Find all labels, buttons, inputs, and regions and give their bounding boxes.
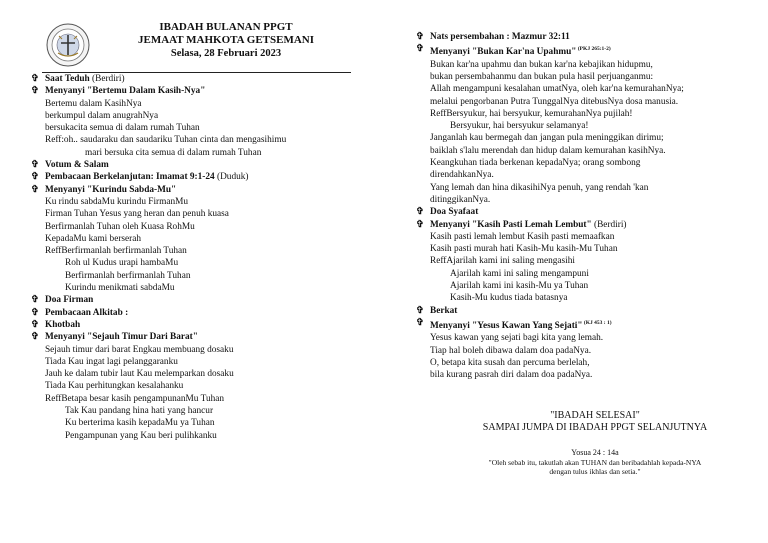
lyric-line: Firman Tuhan Yesus yang heran dan penuh kuasa [45,209,229,220]
lyric-line: Bertemu dalam KasihNya [45,98,142,109]
lyric-line: Roh ul Kudus urapi hambaMu [65,258,179,269]
section-title: Menyanyi "Bertemu Dalam Kasih-Nya" [45,86,206,97]
section-note: (Berdiri) [591,219,627,230]
lyric-line: Kasih pasti lemah lembut Kasih pasti memaafkan [430,231,615,242]
lyric-line: Berfirmanlah berfirmanlah Tuhan [65,270,191,281]
lyric-line: ReffBersyukur, hai bersyukur, kemurahanNya pujilah! [430,108,633,119]
section-title: Pembacaan Berkelanjutan: Imamat 9:1-24 [45,172,215,183]
section-title: Saat Teduh [45,74,90,84]
lyric-line: Pengampunan yang Kau beri pulihkanku [65,430,217,441]
lyric-line: Keangkuhan tiada berkenan kepadaNya; orang sombong [430,158,641,169]
lyric-line: KepadaMu kami berserah [45,233,142,244]
ppgt-logo-icon [46,23,90,67]
section-heading [31,294,361,306]
section-title: Pembacaan Alkitab : [45,307,129,318]
cross-icon: ✞ [31,86,39,97]
service-date: Selasa, 28 Februari 2023 [170,48,282,59]
cross-icon: ✞ [416,305,424,316]
lyric-line: mari bersuka cita semua di dalam rumah Tuhan [85,147,262,158]
lyric-line: Berfirmanlah Tuhan oleh Kuasa RohMu [45,221,195,232]
lyric-line: O, betapa kita susah dan percuma berlelah, [430,357,590,368]
hymn-reference: (PKJ 265:1-2) [576,46,611,53]
section-heading [31,159,361,171]
section-title: Menyanyi "Bukan Kar'na Upahmu" [430,47,577,58]
cross-icon: ✞ [31,172,39,183]
lyric-line: ReffAjarilah kami ini saling mengasihi [430,256,575,267]
lyric-line: berkumpul dalam anugrahNya [45,110,159,121]
section-heading [416,206,756,218]
verse-text-2: dengan tulus ikhlas dan setia." [549,467,641,476]
lyric-line: Ajarilah kami ini kasih-Mu ya Tuhan [450,281,589,292]
section-title: Berkat [430,305,458,316]
section-title: Doa Firman [45,295,94,306]
verse-reference: Yosua 24 : 14a [571,448,619,457]
section-title: Menyanyi "Sejauh Timur Dari Barat" [45,332,198,343]
lyric-line: bersukacita semua di dalam rumah Tuhan [45,123,200,134]
lyric-line: Kasih pasti murah hati Kasih-Mu kasih-Mu Tuhan [430,244,618,255]
cross-icon: ✞ [31,160,39,171]
section-title: Menyanyi "Kasih Pasti Lemah Lembut" [430,219,592,230]
lyric-line: bukan persembahanmu dan bukan pula hasil perjuanganmu: [430,71,654,82]
header-titles [96,21,356,60]
section-title: Doa Syafaat [430,207,479,218]
lyric-line: Tiada Kau perhitungkan kesalahanku [45,381,184,392]
right-column [416,31,756,382]
section-heading [31,319,361,331]
cross-icon: ✞ [416,44,424,55]
section-title: Menyanyi "Yesus Kawan Yang Sejati" [430,321,583,332]
lyric-line: Allah mengampuni kesalahan umatNya, oleh kar'na kemurahanNya; [430,84,684,95]
section-title: Khotbah [45,319,81,330]
cross-icon: ✞ [31,332,39,343]
section-heading [416,305,756,317]
hymn-reference: (KJ 453 : 1) [582,319,612,326]
lyric-line: Tiap hal boleh dibawa dalam doa padaNya. [430,345,592,356]
cross-icon: ✞ [31,307,39,318]
lyric-line: Janganlah kau bermegah dan jangan pula meninggikan dirimu; [430,133,664,144]
lyric-line: Sejauh timur dari barat Engkau membuang dosaku [45,344,234,355]
lyric-line: Ku rindu sabdaMu kurindu FirmanMu [45,196,189,207]
closing-line-2: SAMPAI JUMPA DI IBADAH PPGT SELANJUTNYA [482,422,708,433]
lyric-line: Reff:oh.. saudaraku dan saudariku Tuhan cinta dan mengasihimu [45,135,287,146]
cross-icon: ✞ [416,207,424,218]
lyric-line: Bersyukur, hai bersyukur selamanya! [450,121,589,132]
section-heading [416,31,756,43]
lyric-line: bila kurang pasrah diri dalam doa padaNya. [430,370,593,381]
lyric-line: Tak Kau pandang hina hati yang hancur [65,406,214,417]
cross-icon: ✞ [31,184,39,195]
cross-icon: ✞ [31,319,39,330]
section-heading [31,307,361,319]
lyric-line: direndahkanNya. [430,170,494,181]
cross-icon: ✞ [416,32,424,42]
congregation-name: JEMAAT MAHKOTA GETSEMANI [137,34,315,46]
section-heading [416,43,756,58]
lyric-line: Ku berterima kasih kepadaMu ya Tuhan [65,418,215,429]
bulletin-header [40,21,350,71]
lyric-line: ReffBerfirmanlah berfirmanlah Tuhan [45,246,187,257]
cross-icon: ✞ [416,317,424,328]
section-heading [31,184,361,196]
section-title: Menyanyi "Kurindu Sabda-Mu" [45,184,177,195]
section-title: Nats persembahan : Mazmur 32:11 [430,32,570,42]
verse-text-1: "Oleh sebab itu, takutlah akan TUHAN dan beribadahlah kepada-NYA [488,457,702,467]
section-heading [416,317,756,332]
lyric-line: melalui pengorbanan Putra TunggalNya ditebusNya dosa manusia. [430,96,679,107]
lyric-line: Kurindu menikmati sabdaMu [65,283,175,294]
closing-line-1: "IBADAH SELESAI" [550,410,640,421]
left-column [31,73,361,442]
lyric-line: Kasih-Mu kudus tiada batasnya [450,293,568,304]
section-heading [31,171,361,183]
section-heading [416,219,756,231]
lyric-line: Jauh ke dalam tubir laut Kau melemparkan dosaku [45,369,234,380]
cross-icon: ✞ [416,219,424,230]
lyric-line: ReffBetapa besar kasih pengampunanMu Tuhan [45,393,225,404]
bulletin-title: IBADAH BULANAN PPGT [159,21,293,33]
closing-message [440,410,750,434]
closing-verse [440,448,750,477]
section-heading [31,331,361,343]
lyric-line: Bukan kar'na upahmu dan bukan kar'na kebajikan hidupmu, [430,59,653,70]
section-heading [31,73,361,85]
section-heading [31,85,361,97]
lyric-line: Yang lemah dan hina dikasihiNya penuh, yang rendah 'kan [430,182,649,193]
lyric-line: Yesus kawan yang sejati bagi kita yang lemah. [430,333,604,344]
lyric-line: Tiada Kau ingat lagi pelanggaranku [45,356,178,367]
cross-icon: ✞ [31,74,39,84]
section-note: (Berdiri) [89,74,125,84]
lyric-line: ditinggikanNya. [430,194,491,205]
lyric-line: baiklah s'lalu merendah dan hidup dalam kemurahan kasihNya. [430,145,666,156]
section-note: (Duduk) [214,172,249,183]
cross-icon: ✞ [31,295,39,306]
section-title: Votum & Salam [45,160,109,171]
lyric-line: Ajarilah kami ini saling mengampuni [450,268,589,279]
